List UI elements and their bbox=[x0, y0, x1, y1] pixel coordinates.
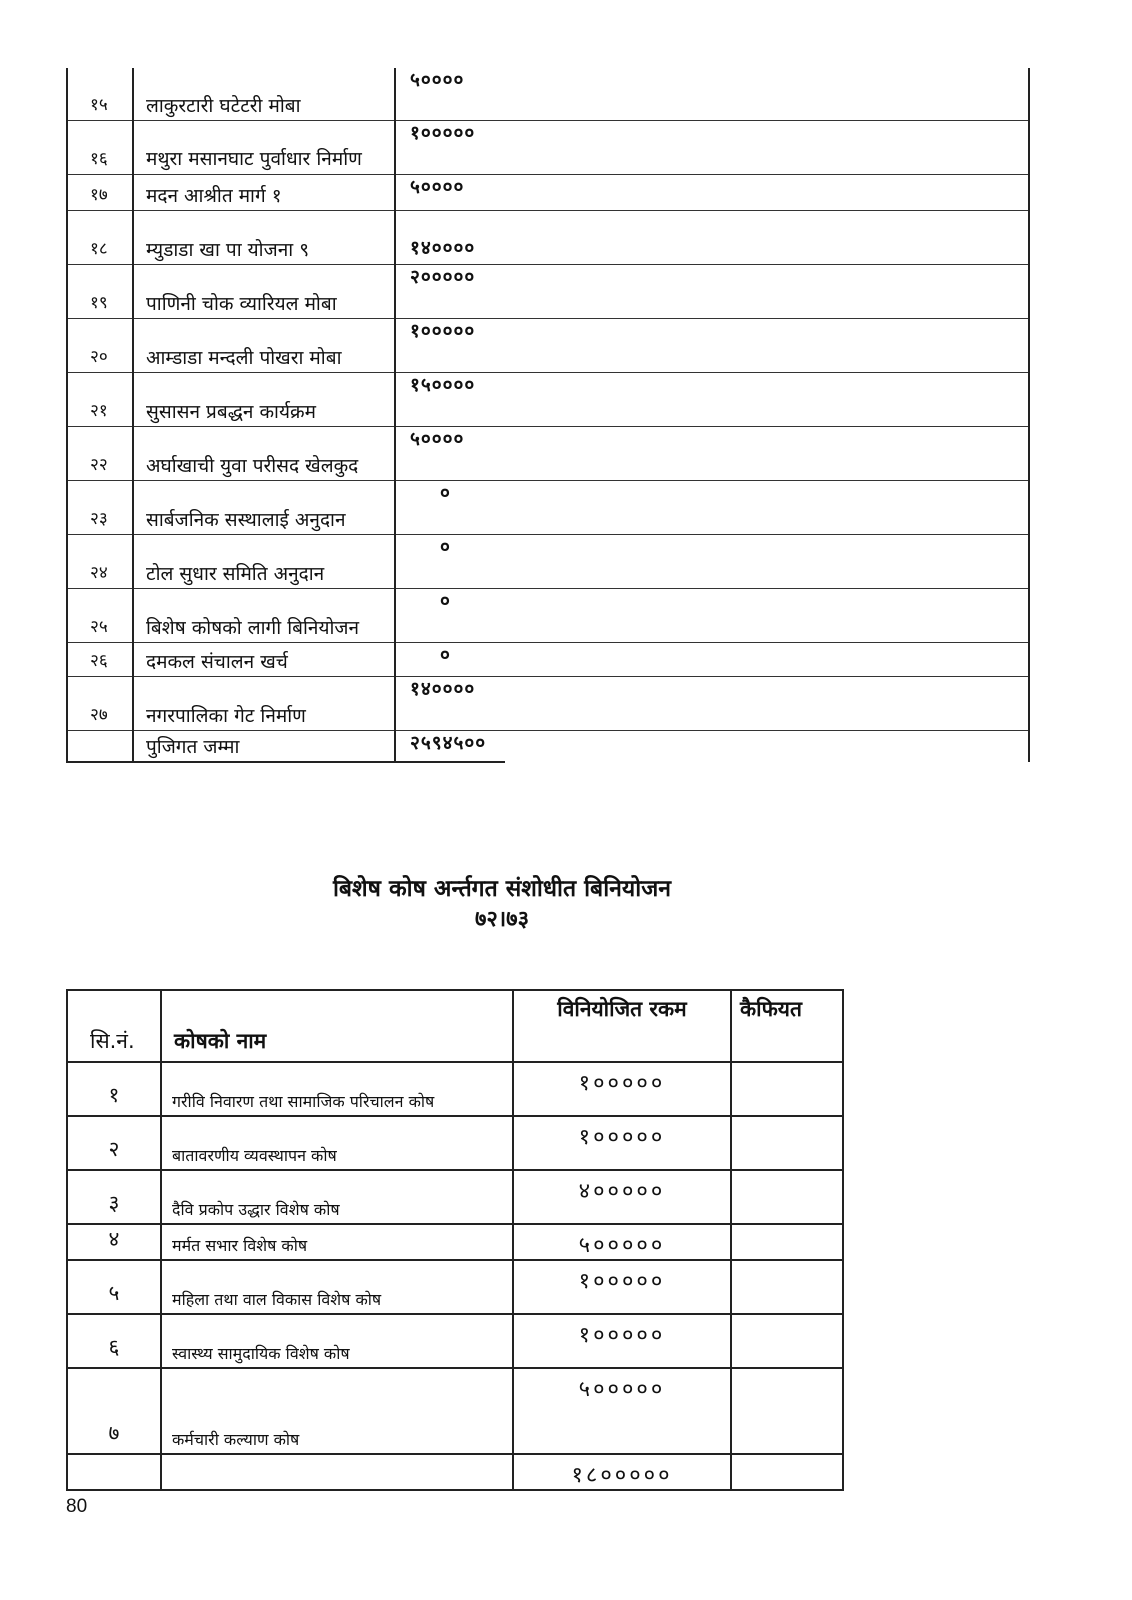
row-name: आम्डाडा मन्दली पोखरा मोबा bbox=[133, 318, 395, 372]
row-amount: ० bbox=[395, 642, 505, 676]
total-amount: १८००००० bbox=[513, 1454, 731, 1490]
table-row bbox=[67, 318, 1029, 372]
row-serial: ४ bbox=[67, 1224, 161, 1260]
row-remarks bbox=[731, 1062, 843, 1116]
row-fund-name: बातावरणीय व्यवस्थापन कोष bbox=[161, 1116, 513, 1170]
row-fund-name: कर्मचारी कल्याण कोष bbox=[161, 1368, 513, 1454]
row-amount: ५०००० bbox=[395, 426, 505, 480]
table-row bbox=[67, 1224, 843, 1260]
row-amount: १००००० bbox=[513, 1314, 731, 1368]
row-serial: १६ bbox=[67, 120, 133, 174]
table-row bbox=[67, 1368, 843, 1454]
table-row bbox=[67, 1170, 843, 1224]
row-name: पाणिनी चोक व्यारियल मोबा bbox=[133, 264, 395, 318]
row-amount: ५०००० bbox=[395, 174, 505, 210]
row-remarks bbox=[731, 1170, 843, 1224]
header-serial: सि.नं. bbox=[67, 990, 161, 1062]
row-remarks bbox=[731, 1314, 843, 1368]
row-amount: ० bbox=[395, 534, 505, 588]
row-name: अर्घाखाची युवा परीसद खेलकुद bbox=[133, 426, 395, 480]
capital-budget-table bbox=[66, 68, 1030, 763]
row-name: मदन आश्रीत मार्ग १ bbox=[133, 174, 395, 210]
row-amount: ५००००० bbox=[513, 1368, 731, 1454]
total-row bbox=[67, 730, 1029, 762]
row-serial: १५ bbox=[67, 68, 133, 120]
row-name: मथुरा मसानघाट पुर्वाधार निर्माण bbox=[133, 120, 395, 174]
table-row bbox=[67, 372, 1029, 426]
table-row bbox=[67, 1260, 843, 1314]
row-serial: २६ bbox=[67, 642, 133, 676]
special-fund-table bbox=[66, 989, 844, 1491]
table-row bbox=[67, 426, 1029, 480]
row-name: सुसासन प्रबद्धन कार्यक्रम bbox=[133, 372, 395, 426]
table-row bbox=[67, 68, 1029, 120]
table-row bbox=[67, 588, 1029, 642]
row-amount: २००००० bbox=[395, 264, 505, 318]
row-serial: २३ bbox=[67, 480, 133, 534]
row-amount: १००००० bbox=[513, 1116, 731, 1170]
section-title: बिशेष कोष अर्न्तगत संशोधीत बिनियोजन bbox=[332, 876, 672, 902]
row-serial: २१ bbox=[67, 372, 133, 426]
page-number: 80 bbox=[66, 1496, 88, 1517]
total-label: पुजिगत जम्मा bbox=[133, 730, 395, 762]
table-row bbox=[67, 534, 1029, 588]
row-serial: १७ bbox=[67, 174, 133, 210]
row-name: टोल सुधार समिति अनुदान bbox=[133, 534, 395, 588]
row-serial: २७ bbox=[67, 676, 133, 730]
row-fund-name: स्वास्थ्य सामुदायिक विशेष कोष bbox=[161, 1314, 513, 1368]
row-name: दमकल संचालन खर्च bbox=[133, 642, 395, 676]
row-fund-name: महिला तथा वाल विकास विशेष कोष bbox=[161, 1260, 513, 1314]
row-serial: २४ bbox=[67, 534, 133, 588]
row-amount: ४००००० bbox=[513, 1170, 731, 1224]
header-fund-name: कोषको नाम bbox=[161, 990, 513, 1062]
row-serial: ७ bbox=[67, 1368, 161, 1454]
total-row bbox=[67, 1454, 843, 1490]
row-fund-name: गरीवि निवारण तथा सामाजिक परिचालन कोष bbox=[161, 1062, 513, 1116]
row-name: नगरपालिका गेट निर्माण bbox=[133, 676, 395, 730]
row-amount: १००००० bbox=[513, 1260, 731, 1314]
row-amount: १४०००० bbox=[395, 210, 505, 264]
section-year: ७२।७३ bbox=[474, 907, 530, 932]
row-fund-name: दैवि प्रकोप उद्धार विशेष कोष bbox=[161, 1170, 513, 1224]
table-row bbox=[67, 480, 1029, 534]
row-amount: १००००० bbox=[395, 318, 505, 372]
row-serial: ३ bbox=[67, 1170, 161, 1224]
header-row bbox=[67, 990, 843, 1062]
row-remarks bbox=[731, 1260, 843, 1314]
row-serial: ५ bbox=[67, 1260, 161, 1314]
row-serial: २० bbox=[67, 318, 133, 372]
row-remarks bbox=[731, 1368, 843, 1454]
row-serial: २५ bbox=[67, 588, 133, 642]
table-row bbox=[67, 264, 1029, 318]
table-row bbox=[67, 1314, 843, 1368]
row-amount: ५०००० bbox=[395, 68, 505, 120]
row-amount: ० bbox=[395, 480, 505, 534]
table-row bbox=[67, 120, 1029, 174]
row-name: लाकुरटारी घटेटरी मोबा bbox=[133, 68, 395, 120]
row-serial: १८ bbox=[67, 210, 133, 264]
row-name: म्युडाडा खा पा योजना ९ bbox=[133, 210, 395, 264]
row-fund-name: मर्मत सभार विशेष कोष bbox=[161, 1224, 513, 1260]
total-amount: २५९४५०० bbox=[395, 730, 505, 762]
table-row bbox=[67, 210, 1029, 264]
table-row bbox=[67, 174, 1029, 210]
row-amount: १००००० bbox=[513, 1062, 731, 1116]
header-remarks: कैफियत bbox=[731, 990, 843, 1062]
table-row bbox=[67, 676, 1029, 730]
row-amount: ५००००० bbox=[513, 1224, 731, 1260]
row-name: सार्बजनिक सस्थालाई अनुदान bbox=[133, 480, 395, 534]
row-remarks bbox=[731, 1224, 843, 1260]
row-amount: १४०००० bbox=[395, 676, 505, 730]
row-remarks bbox=[731, 1116, 843, 1170]
row-serial: १९ bbox=[67, 264, 133, 318]
table-row bbox=[67, 1116, 843, 1170]
row-name: बिशेष कोषको लागी बिनियोजन bbox=[133, 588, 395, 642]
row-serial: २ bbox=[67, 1116, 161, 1170]
row-serial: १ bbox=[67, 1062, 161, 1116]
row-amount: १५०००० bbox=[395, 372, 505, 426]
row-amount: १००००० bbox=[395, 120, 505, 174]
row-serial: २२ bbox=[67, 426, 133, 480]
row-amount: ० bbox=[395, 588, 505, 642]
header-amount: विनियोजित रकम bbox=[513, 990, 731, 1062]
table-row bbox=[67, 1062, 843, 1116]
table-row bbox=[67, 642, 1029, 676]
row-serial: ६ bbox=[67, 1314, 161, 1368]
